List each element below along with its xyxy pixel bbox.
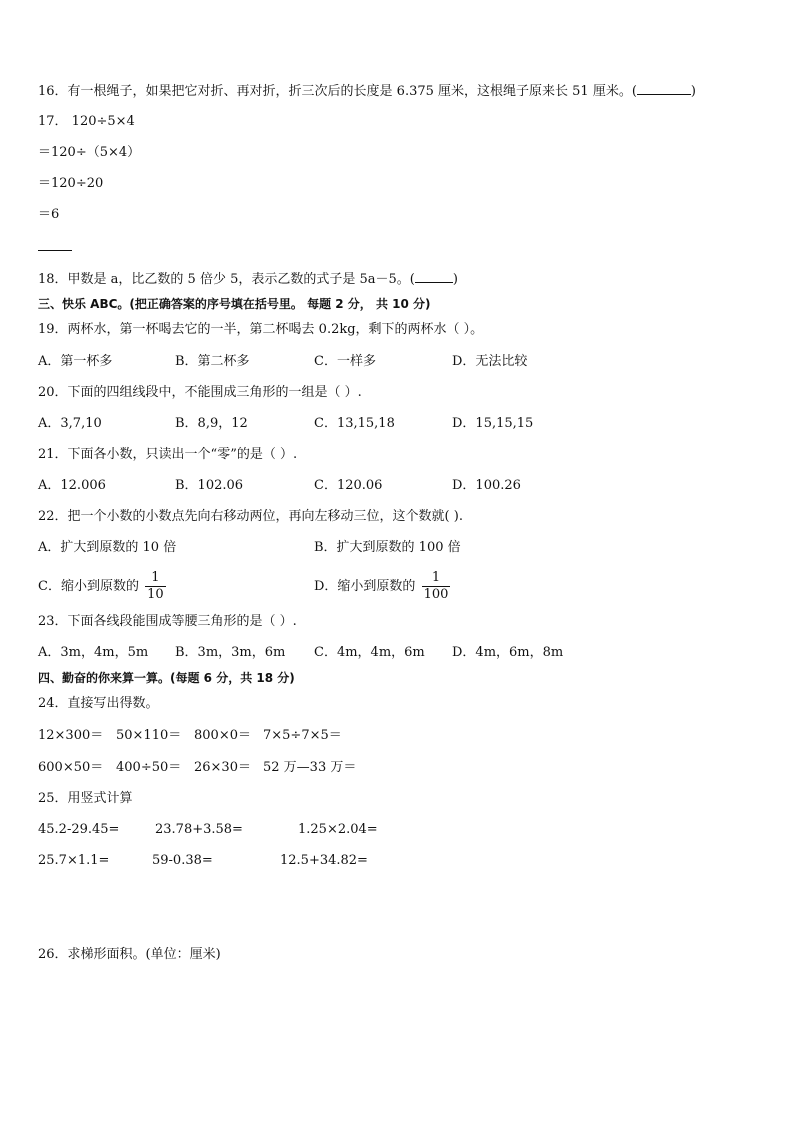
calc-item: 800×0＝ [194, 728, 251, 743]
calc-item: 7×5÷7×5＝ [263, 728, 342, 743]
fraction-one-tenth [145, 570, 166, 603]
question-20-stem: 20．下面的四组线段中，不能围成三角形的一组是（ ）. [38, 385, 362, 400]
calc-item: 600×50＝ [38, 760, 104, 775]
question-22-stem: 22．把一个小数的小数点先向右移动两位，再向左移动三位，这个数就( ). [38, 509, 463, 524]
option-d[interactable]: D．4m，6m，8m [452, 645, 564, 660]
vertical-calc-item: 23.78+3.58= [155, 822, 243, 837]
section-4-heading: 四、勤奋的你来算一算。(每题 6 分，共 18 分) [38, 671, 295, 685]
option-c[interactable]: C．一样多 [314, 354, 376, 369]
denominator: 10 [147, 587, 164, 602]
option-c[interactable]: C．13,15,18 [314, 416, 395, 431]
question-24-title: 24．直接写出得数。 [38, 696, 159, 711]
vertical-calc-item: 45.2-29.45= [38, 822, 120, 837]
question-18 [38, 269, 458, 290]
vertical-calc-item: 12.5+34.82= [280, 853, 368, 868]
calc-item: 400÷50＝ [116, 760, 182, 775]
option-b[interactable]: B．102.06 [175, 478, 244, 493]
option-a[interactable]: A．3,7,10 [38, 416, 102, 431]
option-d-text: D．缩小到原数的 [314, 579, 416, 594]
question-18-text: 18．甲数是 a，比乙数的 5 倍少 5，表示乙数的式子是 5a－5。( [38, 272, 415, 287]
answer-blank[interactable] [415, 269, 453, 283]
calc-item: 12×300＝ [38, 728, 104, 743]
section-3-heading: 三、快乐 ABC。(把正确答案的序号填在括号里。 每题 2 分， 共 10 分) [38, 297, 431, 311]
question-26-title: 26．求梯形面积。(单位：厘米) [38, 947, 221, 962]
calc-item: 52 万—33 万＝ [263, 760, 357, 775]
answer-line[interactable] [38, 250, 72, 251]
question-19-stem: 19．两杯水，第一杯喝去它的一半，第二杯喝去 0.2kg，剩下的两杯水（ ）。 [38, 322, 484, 337]
option-b[interactable]: B．扩大到原数的 100 倍 [314, 540, 461, 555]
question-16 [38, 81, 696, 102]
question-17-line-2: ＝120÷（5×4） [38, 145, 141, 160]
option-d[interactable]: D．15,15,15 [452, 416, 534, 431]
option-a[interactable]: A．扩大到原数的 10 倍 [38, 540, 177, 555]
option-d[interactable]: D．无法比较 [452, 354, 528, 369]
option-a[interactable]: A．12.006 [38, 478, 106, 493]
option-b[interactable]: B．3m，3m，6m [175, 645, 286, 660]
option-c[interactable]: C．4m，4m，6m [314, 645, 425, 660]
answer-blank[interactable] [637, 81, 691, 95]
option-b[interactable]: B．8,9，12 [175, 416, 248, 431]
question-18-close: ) [452, 272, 458, 287]
fraction-one-hundredth [422, 570, 451, 603]
question-17-line-4: ＝6 [38, 207, 60, 222]
option-d[interactable]: D．100.26 [452, 478, 521, 493]
question-17-line-1: 17． 120÷5×4 [38, 114, 135, 129]
option-c[interactable] [38, 570, 166, 603]
vertical-calc-item: 25.7×1.1= [38, 853, 110, 868]
option-a[interactable]: A．第一杯多 [38, 354, 113, 369]
option-d[interactable] [314, 570, 450, 603]
vertical-calc-item: 59-0.38= [152, 853, 213, 868]
vertical-calc-item: 1.25×2.04= [298, 822, 378, 837]
question-23-stem: 23．下面各线段能围成等腰三角形的是（ ）. [38, 614, 297, 629]
question-21-stem: 21．下面各小数，只读出一个“零”的是（ ）. [38, 447, 298, 462]
option-c-text: C．缩小到原数的 [38, 579, 139, 594]
question-16-text: 16．有一根绳子，如果把它对折、再对折，折三次后的长度是 6.375 厘米，这根绳子原来长 51 厘米。( [38, 84, 637, 99]
numerator: 1 [431, 570, 441, 585]
option-b[interactable]: B．第二杯多 [175, 354, 250, 369]
calc-item: 26×30＝ [194, 760, 251, 775]
denominator: 100 [423, 587, 449, 602]
calc-item: 50×110＝ [116, 728, 182, 743]
question-17-line-3: ＝120÷20 [38, 176, 104, 191]
option-a[interactable]: A．3m，4m，5m [38, 645, 149, 660]
numerator: 1 [151, 570, 160, 585]
question-16-close: ) [690, 84, 696, 99]
question-25-title: 25．用竖式计算 [38, 791, 133, 806]
option-c[interactable]: C．120.06 [314, 478, 383, 493]
